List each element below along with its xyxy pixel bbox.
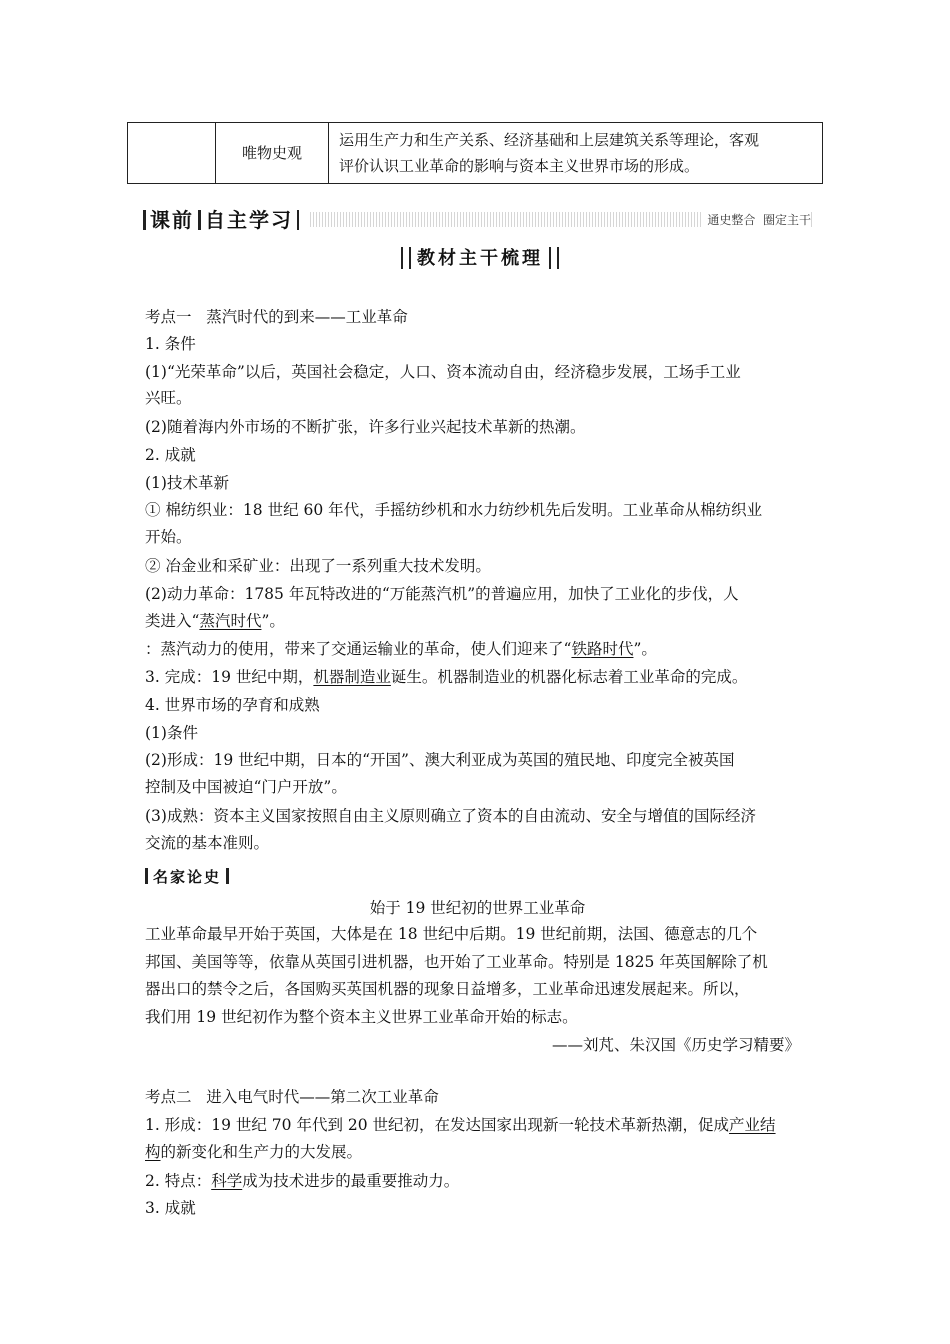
bar-icon [297,210,299,230]
text-line: 2. 特点：科学成为技术进步的最重要推动力。 [145,1172,460,1190]
essay-tag: 名家论史 [145,866,234,888]
essay-line: 邦国、美国等等，依靠从英国引进机器，也开始了工业革命。特别是 1825 年英国解除了机 [145,953,768,971]
text-line: (2)动力革命：1785 年瓦特改进的“万能蒸汽机”的普遍应用，加快了工业化的步伐，人 [145,585,739,603]
table-cell-description [329,123,823,184]
objectives-table [127,122,823,184]
text-line: (2)随着海内外市场的不断扩张，许多行业兴起技术革新的热潮。 [145,418,586,436]
text-line: (1)条件 [145,724,198,742]
text-line: 1. 条件 [145,335,196,353]
bar-icon [145,868,148,884]
text-line: 4. 世界市场的孕育和成熟 [145,696,320,714]
description-line: 评价认识工业革命的影响与资本主义世界市场的形成。 [339,157,700,175]
text-line: 2. 成就 [145,446,196,464]
text-line: 类进入“蒸汽时代”。 [145,612,285,630]
text-line: 交流的基本准则。 [145,834,270,852]
text-line: (2)形成：19 世纪中期，日本的“开国”、澳大利亚成为英国的殖民地、印度完全被英国 [145,751,735,769]
double-bar-icon [401,247,411,269]
table-row [128,123,823,184]
subheading: 教材主干梳理 [395,246,565,272]
bar-icon [143,210,146,230]
bar-icon [226,868,229,884]
text-line: (1)技术革新 [145,474,229,492]
banner-title: 课前 自主学习 [143,208,309,232]
table-cell-category: 唯物史观 [216,123,329,184]
text-line: ：蒸汽动力的使用，带来了交通运输业的革命，使人们迎来了“铁路时代”。 [145,640,657,658]
essay-line: 我们用 19 世纪初作为整个资本主义世界工业革命开始的标志。 [145,1008,578,1026]
text-line: 构的新变化和生产力的大发展。 [145,1143,363,1161]
table-cell-empty [128,123,216,184]
essay-title: 始于 19 世纪初的世界工业革命 [369,899,586,917]
key-term: 铁路时代 [571,640,634,658]
key-term: 构 [145,1143,161,1161]
section-banner [143,208,813,232]
key-term: 科学 [211,1172,243,1190]
banner-subtitle: 通史整合 圈定主干 [701,211,811,229]
text-line: ② 冶金业和采矿业：出现了一系列重大技术发明。 [145,557,491,575]
text-line: (3)成熟：资本主义国家按照自由主义原则确立了资本的自由流动、安全与增值的国际经济 [145,807,756,825]
text-line: (1)“光荣革命”以后，英国社会稳定，人口、资本流动自由，经济稳步发展，工场手工业 [145,363,741,381]
text-line: 兴旺。 [145,389,192,407]
key-term: 产业结 [729,1116,776,1134]
essay-line: 工业革命最早开始于英国，大体是在 18 世纪中后期。19 世纪前期，法国、德意志的几个 [145,925,758,943]
text-line: 3. 成就 [145,1199,196,1217]
text-line: 1. 形成：19 世纪 70 年代到 20 世纪初，在发达国家出现新一轮技术革新热潮，促成产业结 [145,1116,776,1134]
description-line: 运用生产力和生产关系、经济基础和上层建筑关系等理论，客观 [339,131,760,149]
text-line: 3. 完成：19 世纪中期，机器制造业诞生。机器制造业的机器化标志着工业革命的完成。 [145,668,748,686]
topic1-title: 考点一 蒸汽时代的到来——工业革命 [145,308,408,326]
bar-icon [198,210,201,230]
topic2-title: 考点二 进入电气时代——第二次工业革命 [145,1088,439,1106]
key-term: 机器制造业 [313,668,391,686]
essay-source: ——刘芃、朱汉国《历史学习精要》 [551,1036,800,1054]
text-line: ① 棉纺织业：18 世纪 60 年代，手摇纺纱机和水力纺纱机先后发明。工业革命从棉纺织业 [145,501,763,519]
double-bar-icon [549,247,559,269]
essay-line: 器出口的禁令之后，各国购买英国机器的现象日益增多，工业革命迅速发展起来。所以， [145,980,750,998]
text-line: 控制及中国被迫“门户开放”。 [145,778,347,796]
key-term: 蒸汽时代 [199,612,262,630]
text-line: 开始。 [145,528,192,546]
